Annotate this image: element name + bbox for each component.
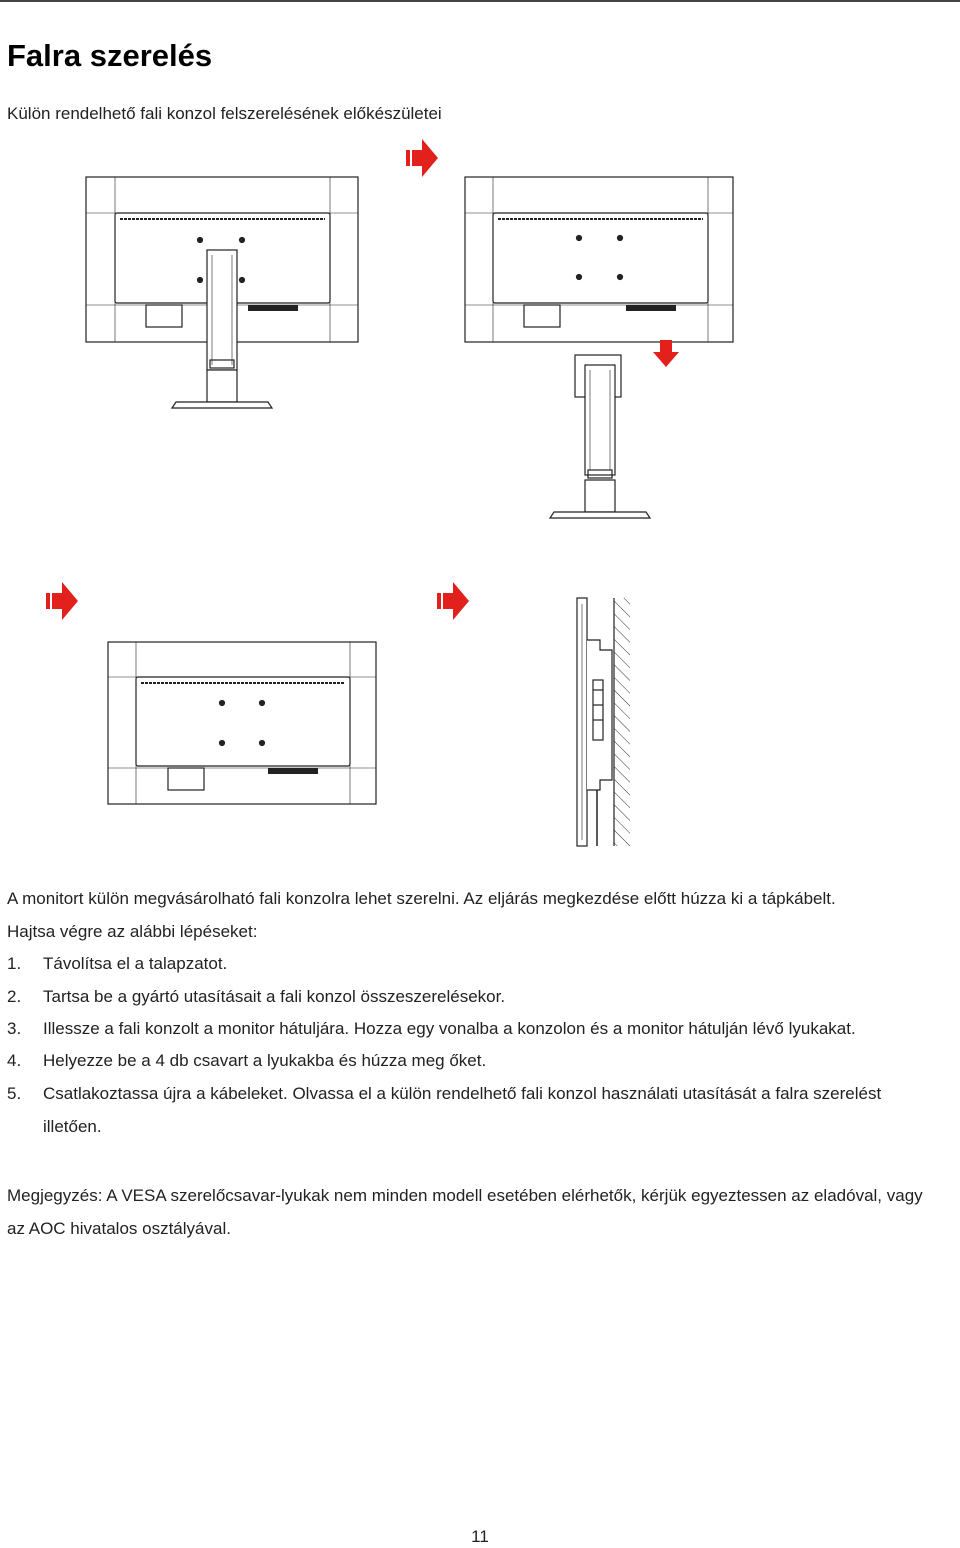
- step-number: 2.: [7, 987, 22, 1006]
- step-text: Csatlakoztassa újra a kábeleket. Olvassa el a külön rendelhető fali konzol használati utasítását a falra szerelést illetően.: [43, 1084, 882, 1136]
- step-number: 1.: [7, 954, 22, 973]
- page-title: Falra szerelés: [7, 38, 213, 73]
- monitor-back-with-stand: [86, 177, 358, 408]
- note-text: Megjegyzés: A VESA szerelőcsavar-lyukak nem minden modell esetében elérhetők, kérjük egyeztessen az eladóval, vagy az AOC hivatalos osztályával.: [7, 1186, 923, 1238]
- step-number: 4.: [7, 1051, 22, 1070]
- detached-stand: [550, 355, 650, 518]
- arrow-right-icon: [406, 139, 438, 177]
- monitor-side-view-on-wall: [577, 598, 630, 846]
- arrow-down-icon: [653, 340, 679, 367]
- page-subtitle: Külön rendelhető fali konzol felszerelésének előkészületei: [7, 104, 442, 123]
- arrow-right-icon: [46, 582, 78, 620]
- intro-line-2: Hajtsa végre az alábbi lépéseket:: [7, 922, 258, 941]
- step-number: 5.: [7, 1084, 22, 1103]
- step-text: Tartsa be a gyártó utasításait a fali konzol összeszerelésekor.: [43, 987, 506, 1006]
- step-text: Helyezze be a 4 db csavart a lyukakba és húzza meg őket.: [43, 1051, 487, 1070]
- page-number: 11: [471, 1527, 489, 1546]
- monitor-back-no-stand: [465, 177, 733, 342]
- intro-line-1: A monitort külön megvásárolható fali konzolra lehet szerelni. Az eljárás megkezdése előtt húzza ki a tápkábelt.: [7, 889, 836, 908]
- step-text: Illessze a fali konzolt a monitor hátuljára. Hozza egy vonalba a konzolon és a monitor hátulján lévő lyukakat.: [43, 1019, 856, 1038]
- monitor-back-mount-holes: [108, 642, 376, 804]
- step-text: Távolítsa el a talapzatot.: [43, 954, 228, 973]
- arrow-right-icon: [437, 582, 469, 620]
- step-number: 3.: [7, 1019, 22, 1038]
